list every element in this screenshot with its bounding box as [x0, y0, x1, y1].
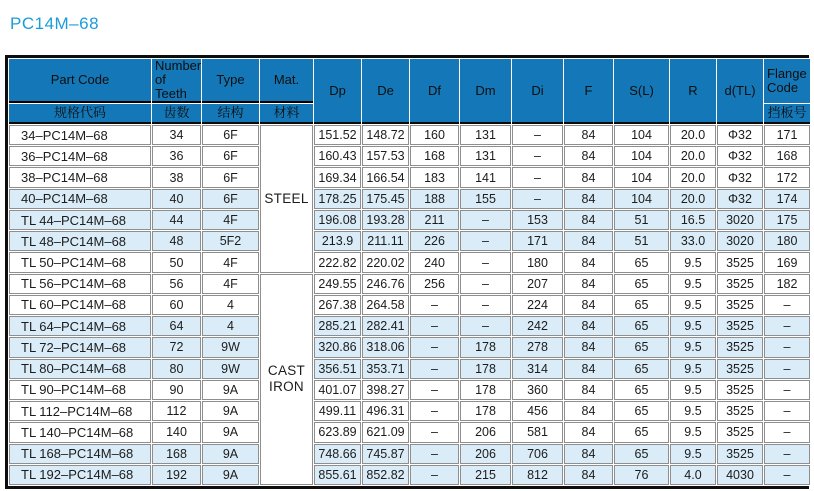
- value-cell: 748.66: [314, 444, 361, 464]
- value-cell: 84: [564, 422, 613, 442]
- flange-code-cell: 168: [764, 146, 810, 166]
- value-cell: 33.0: [670, 231, 716, 251]
- material-label-line: IRON: [269, 379, 304, 395]
- value-cell: 16.5: [670, 210, 716, 230]
- value-cell: –: [410, 295, 459, 315]
- value-cell: 65: [614, 252, 669, 272]
- value-cell: 9.5: [670, 316, 716, 336]
- value-cell: 141: [460, 167, 511, 187]
- col-header-r: R: [670, 59, 716, 124]
- flange-code-cell: –: [764, 401, 810, 421]
- part-code-cell: TL 48–PC14M–68: [9, 231, 151, 251]
- part-code-cell: TL 90–PC14M–68: [9, 380, 151, 400]
- value-cell: 166.54: [362, 167, 409, 187]
- value-cell: 240: [410, 252, 459, 272]
- table-row: [9, 189, 810, 209]
- value-cell: 398.27: [362, 380, 409, 400]
- value-cell: 356.51: [314, 359, 361, 379]
- value-cell: 282.41: [362, 316, 409, 336]
- value-cell: 242: [512, 316, 563, 336]
- value-cell: 211.11: [362, 231, 409, 251]
- col-header-dtl: d(TL): [717, 59, 763, 124]
- value-cell: 220.02: [362, 252, 409, 272]
- col-header-flange-zh: 挡板号: [764, 104, 810, 124]
- part-code-cell: TL 64–PC14M–68: [9, 316, 151, 336]
- value-cell: 206: [460, 444, 511, 464]
- type-cell: 9W: [202, 337, 259, 357]
- value-cell: 9.5: [670, 401, 716, 421]
- value-cell: 193.28: [362, 210, 409, 230]
- header-row-en: [9, 59, 810, 103]
- value-cell: 104: [614, 167, 669, 187]
- part-code-cell: 40–PC14M–68: [9, 189, 151, 209]
- col-header-flange-line2: Code: [767, 80, 799, 95]
- type-cell: 4: [202, 295, 259, 315]
- flange-code-cell: 182: [764, 274, 810, 294]
- teeth-cell: 56: [152, 274, 201, 294]
- type-cell: 9A: [202, 465, 259, 485]
- table-row: [9, 337, 810, 357]
- value-cell: Φ32: [717, 167, 763, 187]
- value-cell: 3525: [717, 422, 763, 442]
- value-cell: 207: [512, 274, 563, 294]
- value-cell: 65: [614, 380, 669, 400]
- part-code-cell: 34–PC14M–68: [9, 125, 151, 145]
- teeth-cell: 36: [152, 146, 201, 166]
- value-cell: 65: [614, 422, 669, 442]
- table-row: [9, 125, 810, 145]
- value-cell: 3020: [717, 231, 763, 251]
- value-cell: –: [410, 337, 459, 357]
- value-cell: 9.5: [670, 359, 716, 379]
- value-cell: –: [512, 146, 563, 166]
- col-header-f: F: [564, 59, 613, 124]
- value-cell: –: [512, 189, 563, 209]
- value-cell: 855.61: [314, 465, 361, 485]
- part-code-cell: TL 80–PC14M–68: [9, 359, 151, 379]
- value-cell: 169.34: [314, 167, 361, 187]
- value-cell: 621.09: [362, 422, 409, 442]
- value-cell: 160: [410, 125, 459, 145]
- value-cell: 51: [614, 210, 669, 230]
- value-cell: 4.0: [670, 465, 716, 485]
- teeth-cell: 34: [152, 125, 201, 145]
- flange-code-cell: –: [764, 465, 810, 485]
- value-cell: 104: [614, 189, 669, 209]
- value-cell: 178.25: [314, 189, 361, 209]
- value-cell: 9.5: [670, 337, 716, 357]
- value-cell: 65: [614, 401, 669, 421]
- value-cell: 84: [564, 146, 613, 166]
- value-cell: –: [410, 444, 459, 464]
- value-cell: 456: [512, 401, 563, 421]
- value-cell: 84: [564, 231, 613, 251]
- value-cell: 157.53: [362, 146, 409, 166]
- value-cell: 246.76: [362, 274, 409, 294]
- teeth-cell: 168: [152, 444, 201, 464]
- type-cell: 4F: [202, 252, 259, 272]
- col-header-teeth-line1: Number: [155, 58, 202, 73]
- value-cell: 183: [410, 167, 459, 187]
- part-code-cell: TL 192–PC14M–68: [9, 465, 151, 485]
- value-cell: 9.5: [670, 252, 716, 272]
- flange-code-cell: –: [764, 337, 810, 357]
- table-row: [9, 444, 810, 464]
- value-cell: 401.07: [314, 380, 361, 400]
- value-cell: 84: [564, 401, 613, 421]
- value-cell: 131: [460, 146, 511, 166]
- value-cell: 318.06: [362, 337, 409, 357]
- value-cell: 353.71: [362, 359, 409, 379]
- value-cell: 320.86: [314, 337, 361, 357]
- value-cell: 180: [512, 252, 563, 272]
- teeth-cell: 90: [152, 380, 201, 400]
- value-cell: Φ32: [717, 189, 763, 209]
- type-cell: 9A: [202, 380, 259, 400]
- value-cell: 20.0: [670, 146, 716, 166]
- type-cell: 6F: [202, 167, 259, 187]
- col-header-part-code: Part Code: [9, 59, 151, 103]
- value-cell: –: [410, 465, 459, 485]
- value-cell: 131: [460, 125, 511, 145]
- value-cell: 249.55: [314, 274, 361, 294]
- type-cell: 4F: [202, 274, 259, 294]
- value-cell: 153: [512, 210, 563, 230]
- value-cell: 3525: [717, 337, 763, 357]
- value-cell: 9.5: [670, 444, 716, 464]
- col-header-teeth: [152, 59, 201, 103]
- value-cell: –: [512, 167, 563, 187]
- part-code-cell: TL 50–PC14M–68: [9, 252, 151, 272]
- col-header-de: De: [362, 59, 409, 124]
- value-cell: –: [460, 231, 511, 251]
- part-code-cell: TL 112–PC14M–68: [9, 401, 151, 421]
- value-cell: 215: [460, 465, 511, 485]
- col-header-df: Df: [410, 59, 459, 124]
- value-cell: 65: [614, 359, 669, 379]
- value-cell: 84: [564, 167, 613, 187]
- value-cell: 20.0: [670, 189, 716, 209]
- col-header-sl: S(L): [614, 59, 669, 124]
- flange-code-cell: 174: [764, 189, 810, 209]
- value-cell: 84: [564, 444, 613, 464]
- value-cell: 148.72: [362, 125, 409, 145]
- value-cell: 84: [564, 337, 613, 357]
- table-row: [9, 316, 810, 336]
- value-cell: 496.31: [362, 401, 409, 421]
- teeth-cell: 192: [152, 465, 201, 485]
- teeth-cell: 112: [152, 401, 201, 421]
- value-cell: –: [410, 359, 459, 379]
- type-cell: 9A: [202, 444, 259, 464]
- type-cell: 9A: [202, 422, 259, 442]
- value-cell: –: [410, 316, 459, 336]
- col-header-mat: Mat.: [260, 59, 313, 103]
- flange-code-cell: –: [764, 444, 810, 464]
- value-cell: 9.5: [670, 295, 716, 315]
- value-cell: 178: [460, 337, 511, 357]
- value-cell: –: [410, 401, 459, 421]
- type-cell: 6F: [202, 125, 259, 145]
- value-cell: 84: [564, 189, 613, 209]
- col-header-teeth-zh: 齿数: [152, 104, 201, 124]
- value-cell: 3525: [717, 444, 763, 464]
- teeth-cell: 140: [152, 422, 201, 442]
- flange-code-cell: 169: [764, 252, 810, 272]
- teeth-cell: 60: [152, 295, 201, 315]
- value-cell: 3525: [717, 401, 763, 421]
- col-header-dm: Dm: [460, 59, 511, 124]
- col-header-flange-line1: Flange: [767, 66, 807, 81]
- value-cell: –: [460, 316, 511, 336]
- value-cell: –: [512, 125, 563, 145]
- part-code-cell: 38–PC14M–68: [9, 167, 151, 187]
- value-cell: 65: [614, 295, 669, 315]
- value-cell: 812: [512, 465, 563, 485]
- value-cell: 155: [460, 189, 511, 209]
- col-header-di: Di: [512, 59, 563, 124]
- value-cell: 852.82: [362, 465, 409, 485]
- value-cell: 84: [564, 465, 613, 485]
- material-label-line: CAST: [267, 363, 306, 379]
- part-code-cell: TL 56–PC14M–68: [9, 274, 151, 294]
- type-cell: 9W: [202, 359, 259, 379]
- value-cell: 171: [512, 231, 563, 251]
- value-cell: 3525: [717, 359, 763, 379]
- teeth-cell: 38: [152, 167, 201, 187]
- value-cell: 9.5: [670, 422, 716, 442]
- value-cell: 84: [564, 210, 613, 230]
- value-cell: 84: [564, 359, 613, 379]
- value-cell: 178: [460, 401, 511, 421]
- teeth-cell: 72: [152, 337, 201, 357]
- flange-code-cell: –: [764, 422, 810, 442]
- teeth-cell: 80: [152, 359, 201, 379]
- col-header-type-zh: 结构: [202, 104, 259, 124]
- value-cell: 84: [564, 274, 613, 294]
- value-cell: 9.5: [670, 274, 716, 294]
- value-cell: 151.52: [314, 125, 361, 145]
- value-cell: 9.5: [670, 380, 716, 400]
- material-cell: [260, 274, 313, 485]
- value-cell: 84: [564, 125, 613, 145]
- value-cell: 65: [614, 337, 669, 357]
- value-cell: 188: [410, 189, 459, 209]
- col-header-teeth-line2: of Teeth: [155, 72, 187, 101]
- value-cell: 264.58: [362, 295, 409, 315]
- table-row: [9, 401, 810, 421]
- part-code-cell: TL 140–PC14M–68: [9, 422, 151, 442]
- flange-code-cell: 175: [764, 210, 810, 230]
- value-cell: 84: [564, 252, 613, 272]
- teeth-cell: 44: [152, 210, 201, 230]
- teeth-cell: 40: [152, 189, 201, 209]
- value-cell: 267.38: [314, 295, 361, 315]
- value-cell: –: [460, 210, 511, 230]
- flange-code-cell: 171: [764, 125, 810, 145]
- material-cell: [260, 125, 313, 273]
- value-cell: 3525: [717, 316, 763, 336]
- table-row: [9, 295, 810, 315]
- flange-code-cell: –: [764, 359, 810, 379]
- type-cell: 5F2: [202, 231, 259, 251]
- type-cell: 9A: [202, 401, 259, 421]
- value-cell: 76: [614, 465, 669, 485]
- value-cell: 3525: [717, 274, 763, 294]
- value-cell: 206: [460, 422, 511, 442]
- value-cell: 20.0: [670, 125, 716, 145]
- part-code-cell: TL 60–PC14M–68: [9, 295, 151, 315]
- flange-code-cell: –: [764, 380, 810, 400]
- flange-code-cell: –: [764, 295, 810, 315]
- col-header-type: Type: [202, 59, 259, 103]
- value-cell: –: [460, 295, 511, 315]
- teeth-cell: 64: [152, 316, 201, 336]
- value-cell: 84: [564, 316, 613, 336]
- value-cell: 706: [512, 444, 563, 464]
- value-cell: 623.89: [314, 422, 361, 442]
- value-cell: Φ32: [717, 146, 763, 166]
- col-header-part-code-zh: 规格代码: [9, 104, 151, 124]
- value-cell: 222.82: [314, 252, 361, 272]
- value-cell: 51: [614, 231, 669, 251]
- value-cell: 211: [410, 210, 459, 230]
- value-cell: 314: [512, 359, 563, 379]
- value-cell: 65: [614, 274, 669, 294]
- table-row: [9, 252, 810, 272]
- parts-table: [5, 55, 809, 489]
- value-cell: 499.11: [314, 401, 361, 421]
- value-cell: 20.0: [670, 167, 716, 187]
- value-cell: 196.08: [314, 210, 361, 230]
- col-header-flange: [764, 59, 810, 103]
- type-cell: 6F: [202, 189, 259, 209]
- value-cell: 3525: [717, 380, 763, 400]
- type-cell: 4F: [202, 210, 259, 230]
- teeth-cell: 50: [152, 252, 201, 272]
- value-cell: 84: [564, 295, 613, 315]
- teeth-cell: 48: [152, 231, 201, 251]
- part-code-cell: TL 168–PC14M–68: [9, 444, 151, 464]
- value-cell: 4030: [717, 465, 763, 485]
- table-row: [9, 380, 810, 400]
- value-cell: 178: [460, 380, 511, 400]
- value-cell: 168: [410, 146, 459, 166]
- value-cell: Φ32: [717, 125, 763, 145]
- flange-code-cell: 172: [764, 167, 810, 187]
- part-code-cell: TL 72–PC14M–68: [9, 337, 151, 357]
- value-cell: 360: [512, 380, 563, 400]
- value-cell: –: [410, 422, 459, 442]
- value-cell: 224: [512, 295, 563, 315]
- value-cell: 104: [614, 125, 669, 145]
- table-row: [9, 422, 810, 442]
- value-cell: 3525: [717, 252, 763, 272]
- value-cell: 581: [512, 422, 563, 442]
- value-cell: 3020: [717, 210, 763, 230]
- value-cell: 178: [460, 359, 511, 379]
- value-cell: –: [460, 252, 511, 272]
- table-row: [9, 465, 810, 485]
- value-cell: 65: [614, 316, 669, 336]
- table-row: [9, 167, 810, 187]
- type-cell: 6F: [202, 146, 259, 166]
- table-row: [9, 146, 810, 166]
- value-cell: 226: [410, 231, 459, 251]
- type-cell: 4: [202, 316, 259, 336]
- col-header-dp: Dp: [314, 59, 361, 124]
- col-header-mat-zh: 材料: [260, 104, 313, 124]
- value-cell: –: [410, 380, 459, 400]
- value-cell: 65: [614, 444, 669, 464]
- value-cell: 278: [512, 337, 563, 357]
- table-row: [9, 274, 810, 294]
- value-cell: –: [460, 274, 511, 294]
- table-row: [9, 231, 810, 251]
- parts-table-grid: [8, 58, 811, 486]
- value-cell: 175.45: [362, 189, 409, 209]
- table-row: [9, 359, 810, 379]
- value-cell: 3525: [717, 295, 763, 315]
- flange-code-cell: 180: [764, 231, 810, 251]
- value-cell: 745.87: [362, 444, 409, 464]
- value-cell: 160.43: [314, 146, 361, 166]
- material-label-line: STEEL: [264, 190, 309, 206]
- value-cell: 84: [564, 380, 613, 400]
- value-cell: 213.9: [314, 231, 361, 251]
- value-cell: 285.21: [314, 316, 361, 336]
- value-cell: 104: [614, 146, 669, 166]
- part-code-cell: TL 44–PC14M–68: [9, 210, 151, 230]
- value-cell: 256: [410, 274, 459, 294]
- page-title: PC14M–68: [10, 14, 100, 33]
- table-row: [9, 210, 810, 230]
- flange-code-cell: –: [764, 316, 810, 336]
- part-code-cell: 36–PC14M–68: [9, 146, 151, 166]
